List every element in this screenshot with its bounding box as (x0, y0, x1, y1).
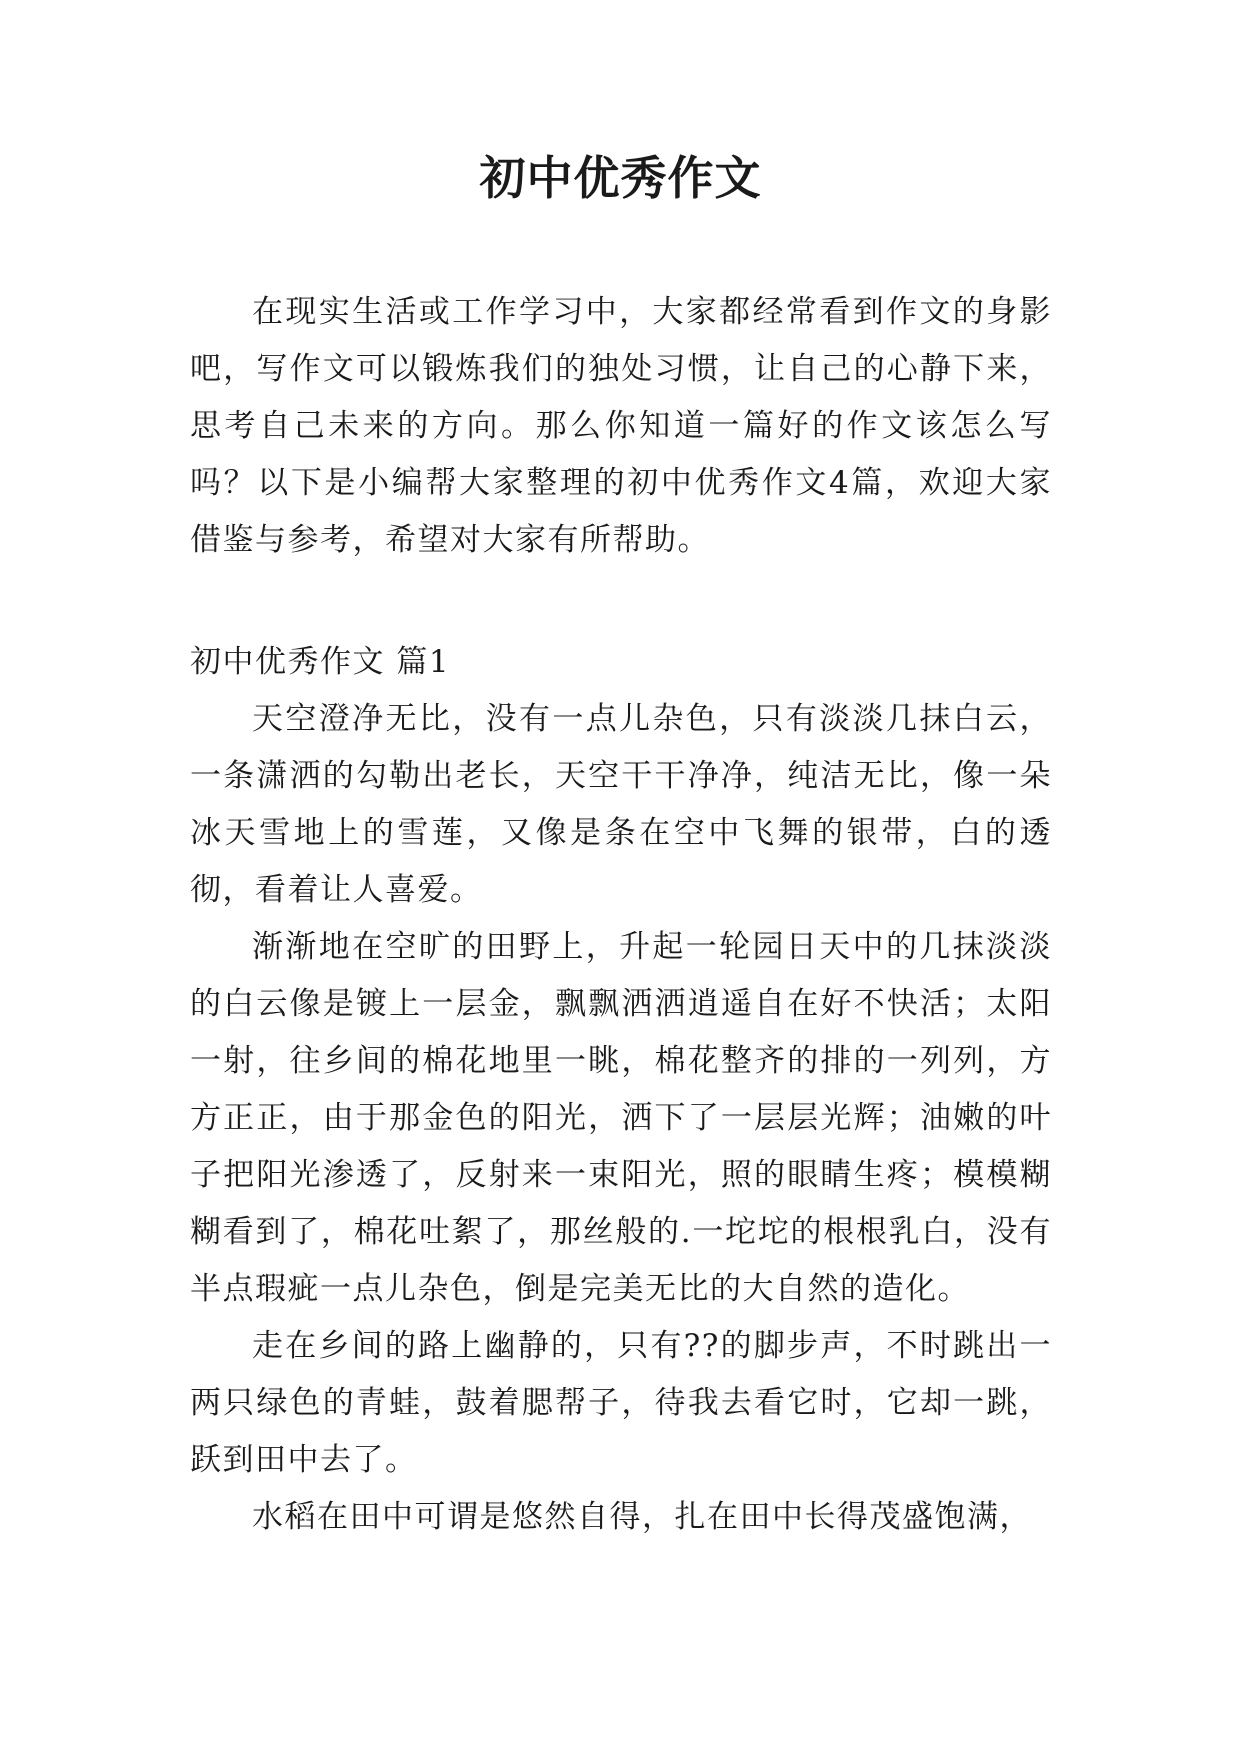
intro-block (190, 284, 1052, 569)
intro-paragraph: 在现实生活或工作学习中，大家都经常看到作文的身影吧，写作文可以锻炼我们的独处习惯，让自己的心静下来，思考自己未来的方向。那么你知道一篇好的作文该怎么写吗？以下是小编帮大家整理的初中优秀作文4篇，欢迎大家借鉴与参考，希望对大家有所帮助。 (190, 294, 1052, 558)
section-paragraph-4: 水稻在田中可谓是悠然自得，扎在田中长得茂盛饱满， (252, 1499, 1032, 1535)
section-paragraph-2: 渐渐地在空旷的田野上，升起一轮园日天中的几抹淡淡的白云像是镀上一层金，飘飘洒洒逍遥自在好不快活；太阳一射，往乡间的棉花地里一眺，棉花整齐的排的一列列，方方正正，由于那金色的阳光，洒下了一层层光辉；油嫩的叶子把阳光渗透了，反射来一束阳光，照的眼睛生疼；模模糊糊看到了，棉花吐絮了，那丝般的.一坨坨的根根乳白，没有半点瑕疵一点儿杂色，倒是完美无比的大自然的造化。 (190, 929, 1052, 1307)
section-1 (190, 634, 1052, 1546)
section-paragraph-3: 走在乡间的路上幽静的，只有??的脚步声，不时跳出一两只绿色的青蛙，鼓着腮帮子，待我去看它时，它却一跳，跃到田中去了。 (190, 1328, 1052, 1478)
document-title: 初中优秀作文 (479, 151, 762, 205)
section-heading: 初中优秀作文 篇1 (190, 644, 451, 680)
section-paragraph-1: 天空澄净无比，没有一点儿杂色，只有淡淡几抹白云，一条潇洒的勾勒出老长，天空干干净净，纯洁无比，像一朵冰天雪地上的雪莲，又像是条在空中飞舞的银带，白的透彻，看着让人喜爱。 (190, 701, 1052, 908)
